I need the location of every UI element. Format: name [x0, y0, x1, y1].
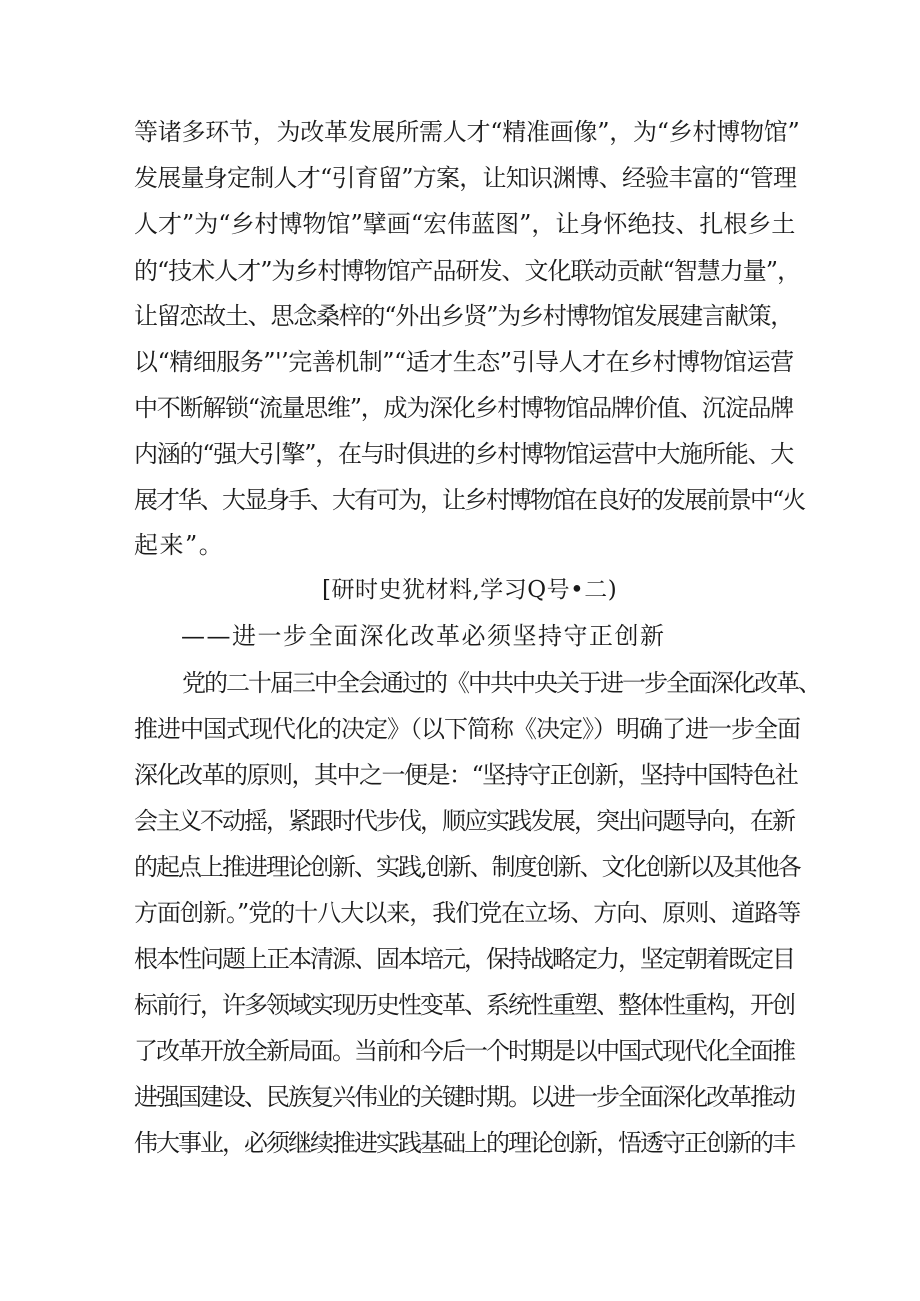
paragraph-2-line: 标前行，许多领域实现历史性变革、系统性重塑、整体性重构，开创 [134, 991, 794, 1019]
paragraph-1-line: 的“技术人才”为乡村博物馆产品研发、文化联动贡献“智慧力量”， [134, 257, 801, 285]
paragraph-1-line: 人才”为“乡村博物馆”擘画“宏伟蓝图”，让身怀绝技、扎根乡土 [134, 210, 796, 238]
paragraph-2-line: 伟大事业，必须继续推进实践基础上的理论创新，悟透守正创新的丰 [134, 1129, 794, 1157]
paragraph-1-line: 内涵的“强大引擎”，在与时俱进的乡村博物馆运营中大施所能、大 [134, 440, 794, 468]
paragraph-2-line: 根本性问题上正本清源、固本培元，保持战略定力，坚定朝着既定目 [134, 945, 794, 973]
paragraph-2-line: 的起点上推进理论创新、实践,创新、制度创新、文化创新以及其他各 [134, 853, 800, 881]
paragraph-1-line: 中不断解锁“流量思维”，成为深化乡村博物馆品牌价值、沉淀品牌 [134, 394, 794, 422]
paragraph-1-line: 等诸多环节，为改革发展所需人才“精准画像”，为“乡村博物馆” [134, 118, 800, 146]
paragraph-2-line: 进强国建设、民族复兴伟业的关键时期。以进一步全面深化改革推动 [134, 1083, 794, 1111]
paragraph-2-line: 会主义不动摇，紧跟时代步伐，顺应实践发展，突出问题导向，在新 [134, 807, 794, 835]
paragraph-1-line: 让留恋故土、思念桑梓的“外出乡贤”为乡村博物馆发展建言献策， [134, 302, 794, 330]
paragraph-2-line: 推进中国式现代化的决定》（以下简称《决定》）明确了进一步全面 [134, 715, 800, 743]
paragraph-2-line: 深化改革的原则，其中之一便是：“坚持守正创新，坚持中国特色社 [134, 761, 798, 789]
paragraph-1-line: 展才华、大显身手、大有可为，让乡村博物馆在良好的发展前景中“火 [134, 486, 805, 514]
paragraph-1-line: 起来”。 [134, 531, 225, 559]
section-heading: [研时史犹材料,学习Q号•二) [322, 577, 618, 603]
paragraph-1-line: 以“精细服务”'’完善机制”“适才生态”引导人才在乡村博物馆运营 [134, 348, 794, 376]
paragraph-2-line: 了改革开放全新局面。当前和今后一个时期是以中国式现代化全面推 [134, 1037, 794, 1065]
paragraph-2-line: 方面创新。”党的十八大以来，我们党在立场、方向、原则、道路等 [134, 899, 801, 927]
paragraph-1-line: 发展量身定制人才“引育留”方案，让知识渊博、经验丰富的“管理 [134, 164, 797, 192]
section-subheading: ——进一步全面深化改革必须坚持守正创新 [181, 622, 666, 650]
paragraph-2-line: 党的二十届三中全会通过的《中共中央关于进一步全面深化改革、 [182, 669, 820, 697]
